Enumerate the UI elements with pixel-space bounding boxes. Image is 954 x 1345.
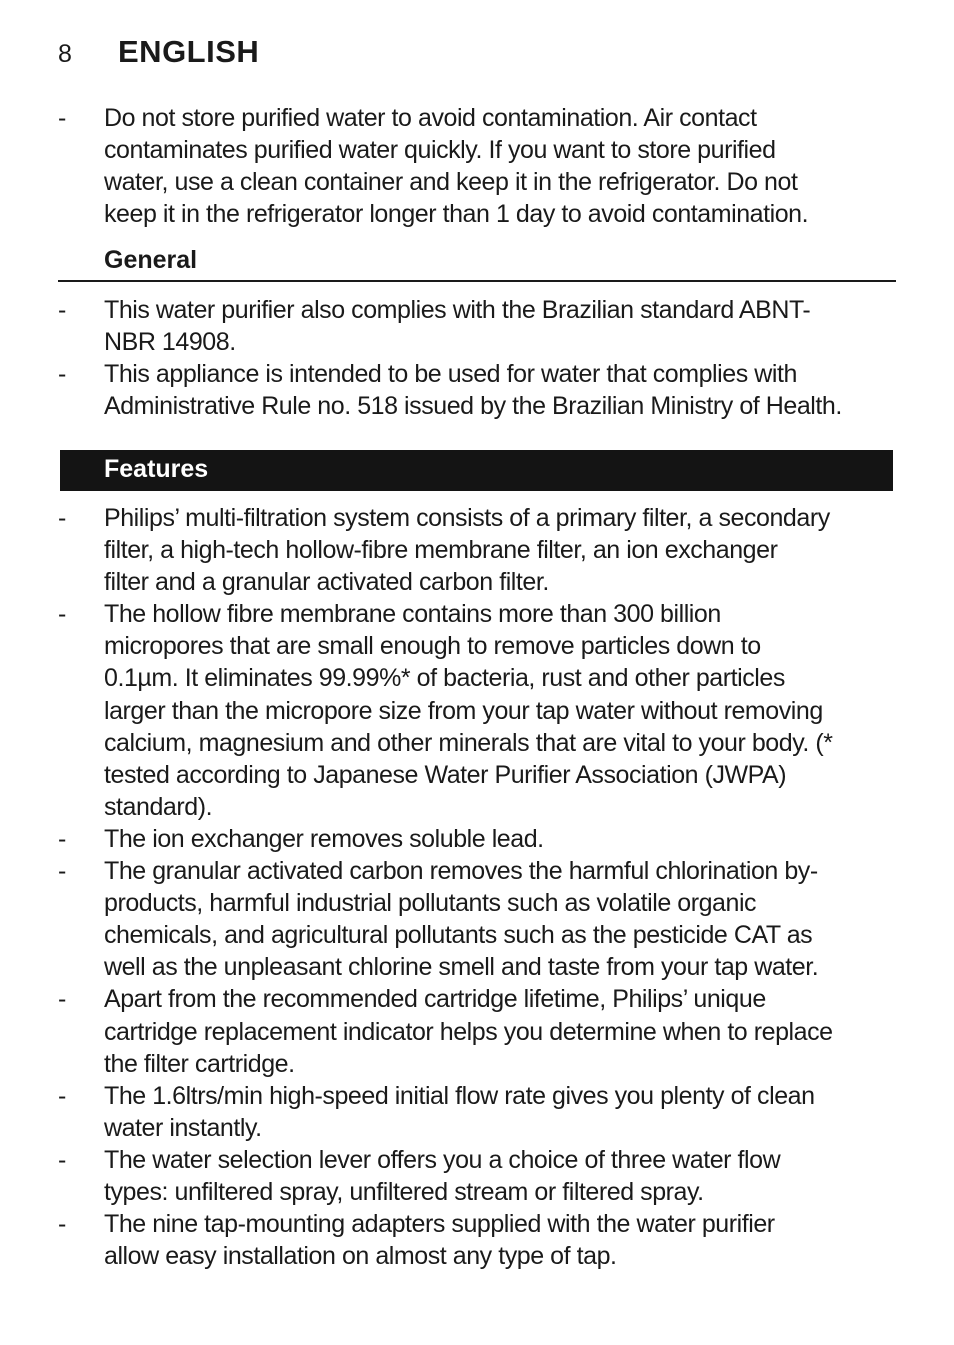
list-item	[58, 294, 896, 358]
section-heading-features	[60, 450, 893, 491]
list-item-text: The ion exchanger removes soluble lead.	[104, 824, 544, 853]
list-item	[58, 358, 896, 422]
features-list	[58, 502, 896, 1272]
section-heading-general	[58, 246, 896, 282]
page-header	[58, 34, 259, 70]
bullet-dash: -	[58, 104, 66, 132]
bullet-dash: -	[58, 296, 66, 324]
list-item-text: This appliance is intended to be used for water that complies with Administrative Rule no. 518 issued by the Brazilian Ministry of Health.	[104, 360, 842, 421]
list-item	[58, 598, 896, 823]
section-title: Features	[104, 455, 209, 483]
list-item-text: The hollow fibre membrane contains more than 300 billion micropores that are small enough to remove particles down to 0.1µm. It eliminates 99.99%* of bacteria, rust and other particles larger than the micropore size from your tap water without removing calcium, magnesium and other minerals that are vital to your body. (* tested according to Japanese Water Purifier Association (JWPA) standard).	[104, 600, 833, 821]
list-item	[58, 855, 896, 983]
bullet-dash: -	[58, 985, 66, 1014]
list-item-text: Apart from the recommended cartridge lifetime, Philips’ unique cartridge replacement indicator helps you determine when to replace the filter cartridge.	[104, 985, 833, 1078]
general-list	[58, 294, 896, 422]
bullet-dash: -	[58, 824, 66, 853]
intro-list	[58, 102, 896, 230]
list-item-text: This water purifier also complies with the Brazilian standard ABNT- NBR 14908.	[104, 296, 811, 357]
list-item-text: The nine tap-mounting adapters supplied with the water purifier allow easy installation on almost any type of tap.	[104, 1210, 775, 1271]
list-item	[58, 983, 896, 1079]
bullet-dash: -	[58, 1081, 66, 1110]
list-item-text: Philips’ multi-filtration system consists of a primary filter, a secondary filter, a high-tech hollow-fibre membrane filter, an ion exchanger filter and a granular activated carbon filter.	[104, 504, 830, 597]
list-item	[58, 502, 896, 598]
list-item	[58, 823, 896, 855]
list-item-text: Do not store purified water to avoid contamination. Air contact contaminates purified water quickly. If you want to store purified water, use a clean container and keep it in the refrigerator. Do not keep it in the refrigerator longer than 1 day to avoid contamination.	[104, 104, 809, 229]
list-item	[58, 1208, 896, 1272]
language-title: ENGLISH	[118, 34, 260, 69]
page-number: 8	[58, 40, 72, 68]
bullet-dash: -	[58, 1210, 66, 1239]
list-item-text: The water selection lever offers you a choice of three water flow types: unfiltered spray, unfiltered stream or filtered spray.	[104, 1145, 781, 1206]
bullet-dash: -	[58, 857, 66, 886]
list-item-text: The 1.6ltrs/min high-speed initial flow rate gives you plenty of clean water instantly.	[104, 1081, 815, 1142]
list-item	[58, 1080, 896, 1144]
section-title: General	[104, 246, 198, 274]
list-item	[58, 102, 896, 230]
bullet-dash: -	[58, 1145, 66, 1174]
bullet-dash: -	[58, 360, 66, 389]
bullet-dash: -	[58, 600, 66, 629]
list-item	[58, 1144, 896, 1208]
list-item-text: The granular activated carbon removes the harmful chlorination by- products, harmful industrial pollutants such as volatile organic chemicals, and agricultural pollutants such as the pesticide CAT as well as the unpleasant chlorine smell and taste from your tap water.	[104, 857, 819, 982]
bullet-dash: -	[58, 504, 66, 532]
